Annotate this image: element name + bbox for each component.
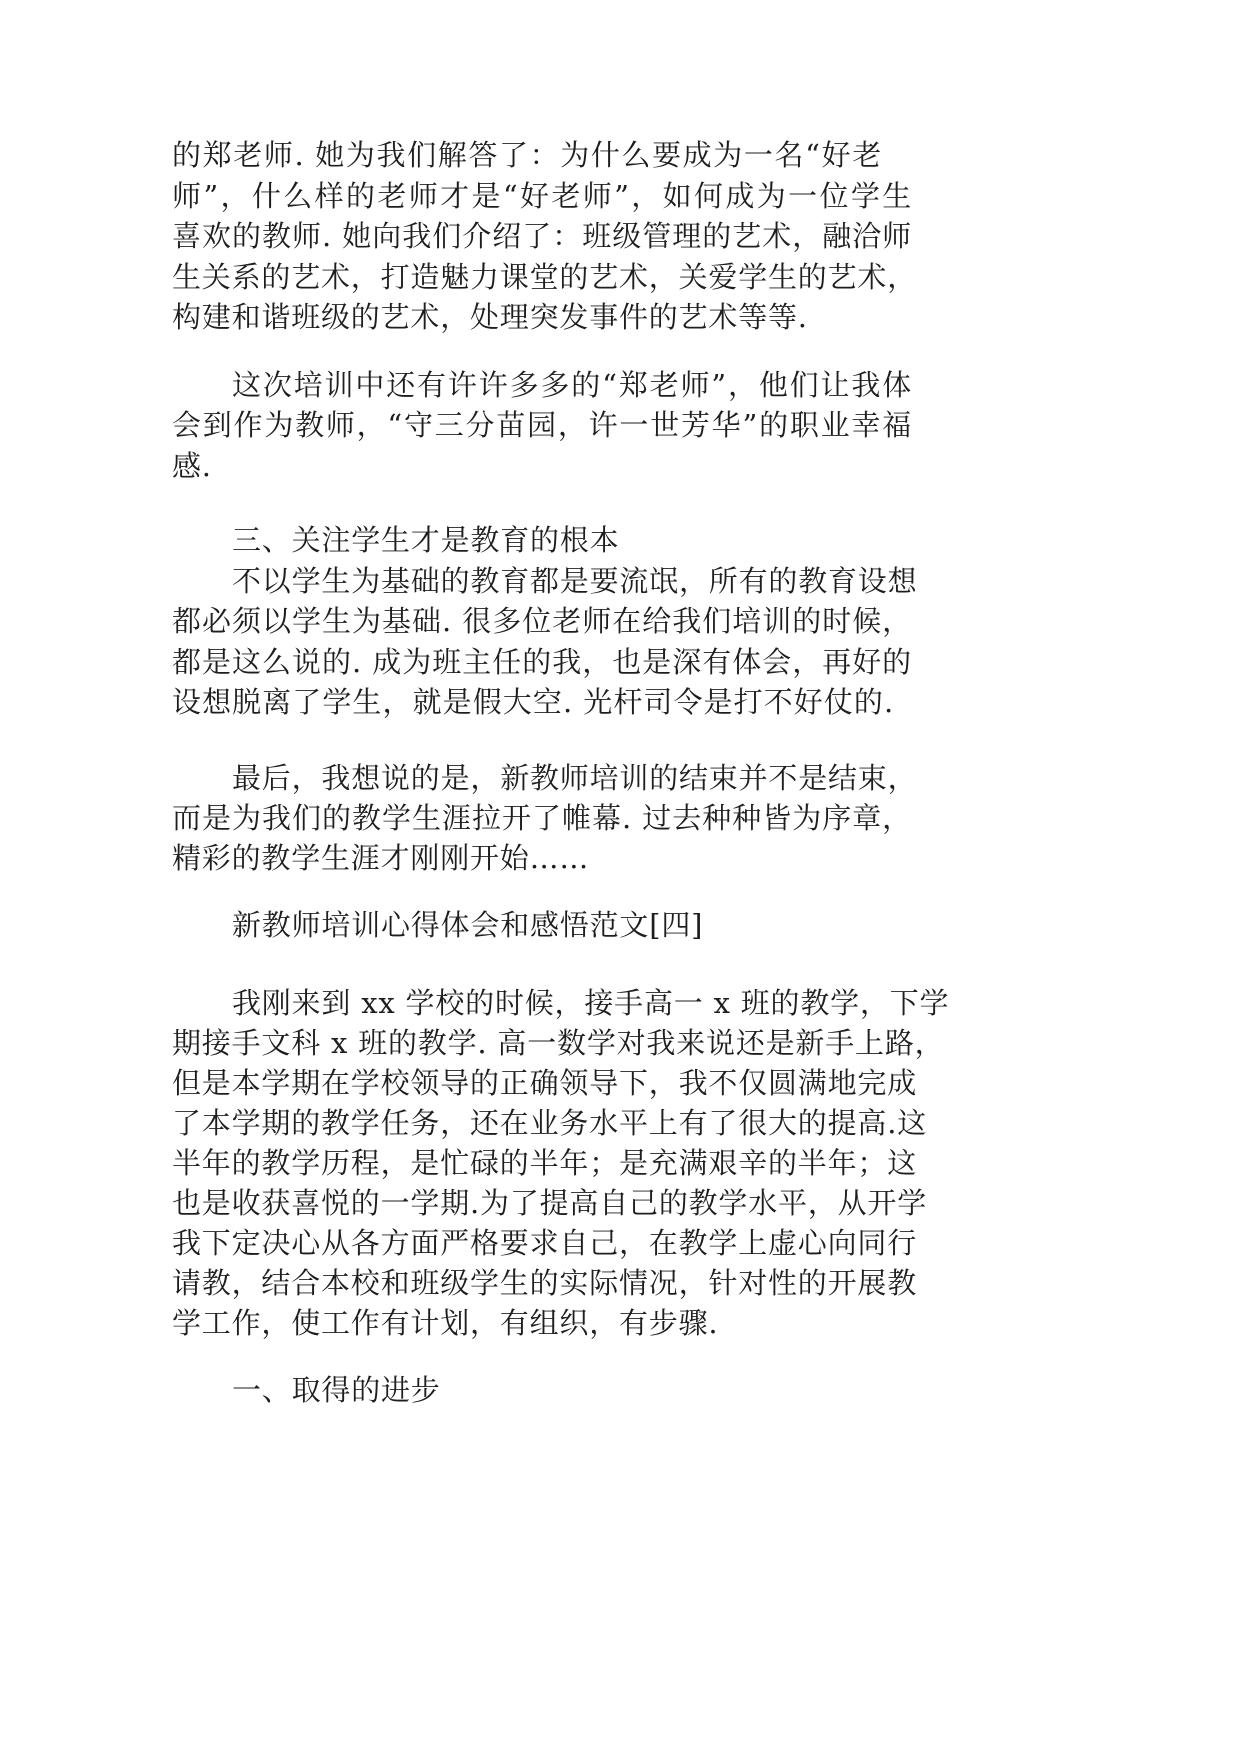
paragraph-line: 都是这么说的. 成为班主任的我，也是深有体会，再好的 bbox=[172, 645, 912, 679]
article-title: 新教师培训心得体会和感悟范文[四] bbox=[232, 908, 704, 942]
paragraph-line: 我刚来到 xx 学校的时候，接手高一 x 班的教学，下学 bbox=[232, 986, 950, 1020]
section-heading: 三、关注学生才是教育的根本 bbox=[232, 523, 620, 557]
paragraph-line: 了本学期的教学任务，还在业务水平上有了很大的提高.这 bbox=[172, 1106, 928, 1140]
paragraph-line: 生关系的艺术，打造魅力课堂的艺术，关爱学生的艺术， bbox=[172, 260, 918, 294]
paragraph-line: 但是本学期在学校领导的正确领导下，我不仅圆满地完成 bbox=[172, 1066, 918, 1100]
paragraph-line: 精彩的教学生涯才刚刚开始…… bbox=[172, 841, 590, 875]
paragraph-line: 构建和谐班级的艺术，处理突发事件的艺术等等. bbox=[172, 300, 808, 334]
paragraph-line: 而是为我们的教学生涯拉开了帷幕. 过去种种皆为序章， bbox=[172, 801, 912, 835]
paragraph-line: 半年的教学历程，是忙碌的半年；是充满艰辛的半年；这 bbox=[172, 1146, 918, 1180]
paragraph-line: 都必须以学生为基础. 很多位老师在给我们培训的时候， bbox=[172, 604, 912, 638]
paragraph-line: 学工作，使工作有计划，有组织，有步骤. bbox=[172, 1306, 719, 1340]
paragraph-line: 期接手文科 x 班的教学. 高一数学对我来说还是新手上路， bbox=[172, 1026, 945, 1060]
paragraph-line: 感. bbox=[172, 449, 212, 483]
paragraph-line: 这次培训中还有许许多多的“郑老师”，他们让我体 bbox=[232, 368, 912, 402]
paragraph-line: 的郑老师. 她为我们解答了：为什么要成为一名“好老 bbox=[172, 138, 882, 172]
section-heading: 一、取得的进步 bbox=[232, 1373, 441, 1407]
paragraph-line: 设想脱离了学生，就是假大空. 光杆司令是打不好仗的. bbox=[172, 685, 894, 719]
paragraph-line: 也是收获喜悦的一学期.为了提高自己的教学水平，从开学 bbox=[172, 1186, 928, 1220]
paragraph-line: 喜欢的教师. 她向我们介绍了：班级管理的艺术，融洽师 bbox=[172, 219, 912, 253]
paragraph-line: 不以学生为基础的教育都是要流氓，所有的教育设想 bbox=[232, 564, 918, 598]
paragraph-line: 师”，什么样的老师才是“好老师”，如何成为一位学生 bbox=[172, 179, 912, 213]
paragraph-line: 最后，我想说的是，新教师培训的结束并不是结束， bbox=[232, 761, 918, 795]
paragraph-line: 我下定决心从各方面严格要求自己，在教学上虚心向同行 bbox=[172, 1226, 918, 1260]
paragraph-line: 请教，结合本校和班级学生的实际情况，针对性的开展教 bbox=[172, 1266, 918, 1300]
paragraph-line: 会到作为教师，“守三分苗园，许一世芳华”的职业幸福 bbox=[172, 408, 912, 442]
